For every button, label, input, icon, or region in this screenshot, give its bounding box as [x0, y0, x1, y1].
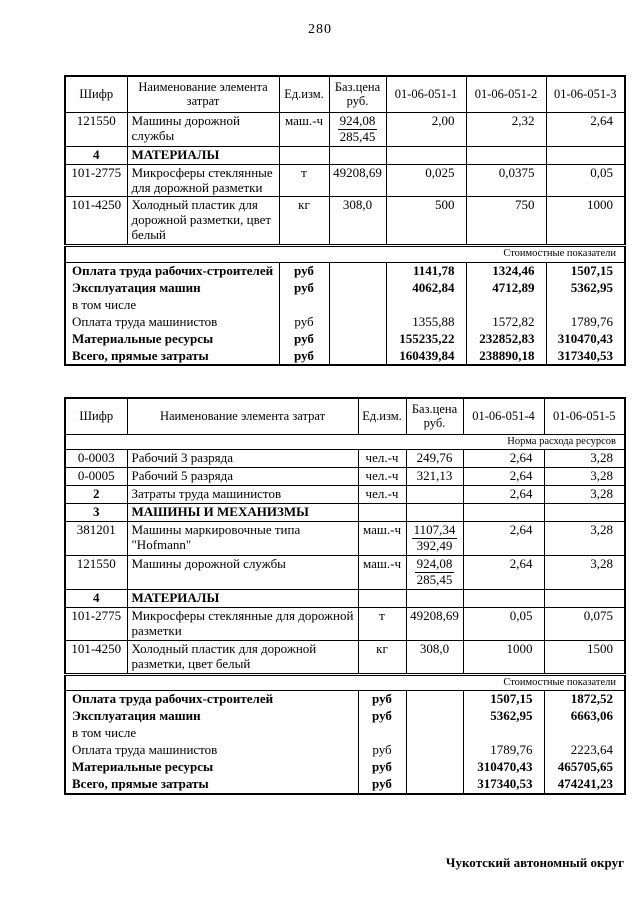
cost-label: Эксплуатация машин: [65, 280, 279, 297]
price-fraction: [406, 555, 463, 589]
table-1-header: [65, 76, 625, 112]
resource-row: [65, 112, 625, 146]
cost-row: [65, 759, 625, 776]
name-cell: Холодный пластик для дорожной разметки, цвет белый: [127, 197, 279, 246]
section-code: 3: [65, 504, 127, 522]
price-cell: [329, 297, 386, 314]
empty-cell: [544, 725, 625, 742]
section-label: МАШИНЫ И МЕХАНИЗМЫ: [127, 504, 358, 522]
value-cell: 1789,76: [546, 314, 625, 331]
value-cell: 3,28: [544, 450, 625, 468]
value-cell: 5362,95: [546, 280, 625, 297]
section-label: МАТЕРИАЛЫ: [127, 146, 279, 164]
band-label: Норма расхода ресурсов: [65, 434, 625, 450]
value-cell: 3,28: [544, 555, 625, 589]
column-header: Ед.изм.: [358, 398, 406, 434]
price-cell: 49208,69: [329, 164, 386, 197]
section-label: МАТЕРИАЛЫ: [127, 589, 358, 607]
cost-label: Оплата труда рабочих-строителей: [65, 262, 279, 279]
column-header: Наименование элемента затрат: [127, 76, 279, 112]
unit-cell: кг: [279, 197, 329, 246]
column-header: Баз.цена руб.: [329, 76, 386, 112]
value-cell: 1872,52: [544, 691, 625, 708]
table-1-body: [65, 112, 625, 365]
empty-cell: [546, 297, 625, 314]
value-cell: 2,64: [463, 468, 544, 486]
price-cell: [329, 348, 386, 366]
resource-row: [65, 468, 625, 486]
empty-cell: [466, 146, 546, 164]
cost-row: [65, 280, 625, 297]
empty-cell: [358, 504, 406, 522]
empty-cell: [386, 297, 466, 314]
resource-row: [65, 555, 625, 589]
code-cell: 101-4250: [65, 640, 127, 674]
price-cell: [406, 691, 463, 708]
value-cell: 160439,84: [386, 348, 466, 366]
note-row: [65, 725, 625, 742]
value-cell: 2,32: [466, 112, 546, 146]
value-cell: 310470,43: [463, 759, 544, 776]
value-cell: 5362,95: [463, 708, 544, 725]
value-cell: 155235,22: [386, 331, 466, 348]
column-header: 01-06-051-2: [466, 76, 546, 112]
value-cell: 1324,46: [466, 262, 546, 279]
cost-row: [65, 691, 625, 708]
value-cell: 1500: [544, 640, 625, 674]
price-cell: 308,0: [406, 640, 463, 674]
unit-cell: руб: [279, 348, 329, 366]
unit-cell: маш.-ч: [358, 555, 406, 589]
unit-cell: руб: [358, 708, 406, 725]
value-cell: 2,64: [463, 522, 544, 556]
unit-cell: руб: [358, 691, 406, 708]
cost-row: [65, 742, 625, 759]
price-cell: [329, 262, 386, 279]
value-cell: 474241,23: [544, 776, 625, 794]
empty-cell: [279, 146, 329, 164]
value-cell: 1789,76: [463, 742, 544, 759]
code-cell: 381201: [65, 522, 127, 556]
unit-cell: руб: [358, 742, 406, 759]
band-row: [65, 674, 625, 691]
value-cell: 232852,83: [466, 331, 546, 348]
unit-cell: руб: [279, 262, 329, 279]
section-code: 4: [65, 589, 127, 607]
unit-cell: руб: [358, 759, 406, 776]
value-cell: 310470,43: [546, 331, 625, 348]
value-cell: 500: [386, 197, 466, 246]
cost-table-2: [64, 397, 626, 795]
resource-row: [65, 522, 625, 556]
column-header: 01-06-051-3: [546, 76, 625, 112]
value-cell: 1000: [463, 640, 544, 674]
value-cell: 4062,84: [386, 280, 466, 297]
unit-cell: руб: [279, 280, 329, 297]
value-cell: 2,64: [463, 555, 544, 589]
value-cell: 1355,88: [386, 314, 466, 331]
empty-cell: [463, 504, 544, 522]
code-cell: 101-2775: [65, 164, 127, 197]
price-cell: [406, 776, 463, 794]
cost-row: [65, 348, 625, 366]
unit-cell: чел.-ч: [358, 486, 406, 504]
value-cell: 2223,64: [544, 742, 625, 759]
value-cell: 317340,53: [546, 348, 625, 366]
empty-cell: [386, 146, 466, 164]
unit-cell: т: [358, 607, 406, 640]
code-cell: 121550: [65, 555, 127, 589]
price-cell: 308,0: [329, 197, 386, 246]
value-cell: 750: [466, 197, 546, 246]
value-cell: 3,28: [544, 468, 625, 486]
value-cell: 4712,89: [466, 280, 546, 297]
code-cell: 101-4250: [65, 197, 127, 246]
code-cell: 0-0005: [65, 468, 127, 486]
column-header: Шифр: [65, 398, 127, 434]
value-cell: 1141,78: [386, 262, 466, 279]
section-row: [65, 504, 625, 522]
name-cell: Машины маркировочные типа "Hofmann": [127, 522, 358, 556]
empty-cell: [466, 297, 546, 314]
value-cell: 3,28: [544, 522, 625, 556]
value-cell: 317340,53: [463, 776, 544, 794]
section-row: [65, 589, 625, 607]
cost-label: Оплата труда машинистов: [65, 314, 279, 331]
unit-cell: [358, 725, 406, 742]
value-cell: 465705,65: [544, 759, 625, 776]
price-cell: 249,76: [406, 450, 463, 468]
price-cell: [406, 759, 463, 776]
cost-label: Оплата труда машинистов: [65, 742, 358, 759]
section-code: 4: [65, 146, 127, 164]
band-row: [65, 246, 625, 263]
cost-row: [65, 708, 625, 725]
name-cell: Микросферы стеклянные для дорожной разметки: [127, 164, 279, 197]
cost-label: в том числе: [65, 725, 358, 742]
table-2-body: [65, 434, 625, 794]
value-cell: 1000: [546, 197, 625, 246]
cost-label: Всего, прямые затраты: [65, 348, 279, 366]
note-row: [65, 297, 625, 314]
value-cell: 2,64: [463, 486, 544, 504]
code-cell: 121550: [65, 112, 127, 146]
price-cell: 49208,69: [406, 607, 463, 640]
band-label: Стоимостные показатели: [65, 246, 625, 263]
value-cell: 0,075: [544, 607, 625, 640]
header-row: [65, 398, 625, 434]
column-header: 01-06-051-4: [463, 398, 544, 434]
region-footer: Чукотский автономный округ: [445, 855, 624, 870]
name-cell: Машины дорожной службы: [127, 555, 358, 589]
unit-cell: т: [279, 164, 329, 197]
value-cell: 1507,15: [463, 691, 544, 708]
section-row: [65, 146, 625, 164]
value-cell: 2,00: [386, 112, 466, 146]
code-cell: 101-2775: [65, 607, 127, 640]
value-cell: 6663,06: [544, 708, 625, 725]
price-base: 392,49: [416, 538, 453, 554]
price-fraction: [406, 522, 463, 556]
band-label: Стоимостные показатели: [65, 674, 625, 691]
resource-row: [65, 450, 625, 468]
page-number: 280: [308, 22, 332, 37]
empty-cell: [406, 504, 463, 522]
name-cell: Рабочий 5 разряда: [127, 468, 358, 486]
column-header: Баз.цена руб.: [406, 398, 463, 434]
value-cell: 3,28: [544, 486, 625, 504]
unit-cell: руб: [279, 331, 329, 348]
value-cell: 0,0375: [466, 164, 546, 197]
price-cell: [406, 486, 463, 504]
empty-cell: [329, 146, 386, 164]
value-cell: 0,05: [546, 164, 625, 197]
cost-label: Эксплуатация машин: [65, 708, 358, 725]
empty-cell: [463, 725, 544, 742]
unit-cell: кг: [358, 640, 406, 674]
price-fraction: [329, 112, 386, 146]
band-row: [65, 434, 625, 450]
empty-cell: [406, 589, 463, 607]
code-cell: 2: [65, 486, 127, 504]
price-cell: [406, 708, 463, 725]
resource-row: [65, 607, 625, 640]
price-cell: [329, 314, 386, 331]
value-cell: 2,64: [546, 112, 625, 146]
price-cell: [329, 280, 386, 297]
cost-label: Материальные ресурсы: [65, 331, 279, 348]
column-header: Шифр: [65, 76, 127, 112]
header-row: [65, 76, 625, 112]
cost-row: [65, 331, 625, 348]
resource-row: [65, 640, 625, 674]
price-current: 924,08: [339, 112, 376, 128]
resource-row: [65, 164, 625, 197]
empty-cell: [544, 589, 625, 607]
price-cell: [406, 725, 463, 742]
name-cell: Микросферы стеклянные для дорожной разметки: [127, 607, 358, 640]
value-cell: 0,025: [386, 164, 466, 197]
unit-cell: руб: [358, 776, 406, 794]
value-cell: 1507,15: [546, 262, 625, 279]
unit-cell: [279, 297, 329, 314]
cost-row: [65, 314, 625, 331]
price-base: 285,45: [339, 128, 376, 144]
price-base: 285,45: [416, 571, 453, 587]
price-current: 1107,34: [413, 522, 456, 538]
name-cell: Машины дорожной службы: [127, 112, 279, 146]
value-cell: 1572,82: [466, 314, 546, 331]
value-cell: 238890,18: [466, 348, 546, 366]
code-cell: 0-0003: [65, 450, 127, 468]
cost-label: Оплата труда рабочих-строителей: [65, 691, 358, 708]
price-cell: 321,13: [406, 468, 463, 486]
empty-cell: [544, 504, 625, 522]
column-header: 01-06-051-1: [386, 76, 466, 112]
name-cell: Рабочий 3 разряда: [127, 450, 358, 468]
table-2-header: [65, 398, 625, 434]
value-cell: 2,64: [463, 450, 544, 468]
resource-row: [65, 197, 625, 246]
name-cell: Затраты труда машинистов: [127, 486, 358, 504]
price-current: 924,08: [416, 555, 453, 571]
price-cell: [406, 742, 463, 759]
unit-cell: чел.-ч: [358, 450, 406, 468]
column-header: Наименование элемента затрат: [127, 398, 358, 434]
unit-cell: руб: [279, 314, 329, 331]
cost-row: [65, 262, 625, 279]
value-cell: 0,05: [463, 607, 544, 640]
unit-cell: маш.-ч: [279, 112, 329, 146]
cost-label: Всего, прямые затраты: [65, 776, 358, 794]
cost-table-1: [64, 75, 626, 366]
empty-cell: [546, 146, 625, 164]
unit-cell: маш.-ч: [358, 522, 406, 556]
cost-label: Материальные ресурсы: [65, 759, 358, 776]
cost-row: [65, 776, 625, 794]
name-cell: Холодный пластик для дорожной разметки, цвет белый: [127, 640, 358, 674]
column-header: Ед.изм.: [279, 76, 329, 112]
empty-cell: [463, 589, 544, 607]
cost-label: в том числе: [65, 297, 279, 314]
price-cell: [329, 331, 386, 348]
resource-row: [65, 486, 625, 504]
column-header: 01-06-051-5: [544, 398, 625, 434]
unit-cell: чел.-ч: [358, 468, 406, 486]
empty-cell: [358, 589, 406, 607]
